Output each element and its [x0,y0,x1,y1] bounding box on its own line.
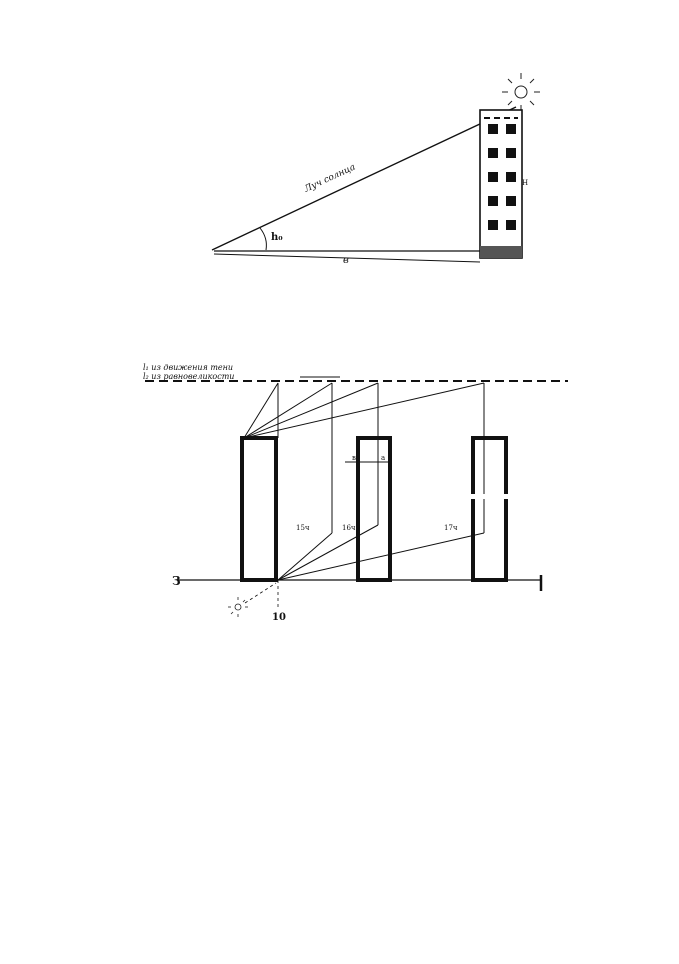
window [506,196,516,206]
angle-arc [260,228,266,250]
shadow-line-label-2: l₂ из равновеликости [143,372,235,381]
sun-direction-dashed [245,583,276,603]
axis-left-label: З [172,574,181,588]
building-plan-3-gap [468,494,510,499]
building-plan-1 [242,438,276,580]
window [506,220,516,230]
window [488,172,498,182]
base-label: в [343,255,349,266]
sun-icon [502,73,540,111]
hour-label: 10 [272,612,286,623]
shadow-plan-figure [143,363,568,623]
shadow-line-label-1: l₁ из движения тени [143,363,234,372]
time-label-2: 16ч [342,524,356,532]
sun-ray-label: Луч солнца [303,162,358,195]
width-marker-left-label: в [352,454,356,462]
window [488,124,498,134]
building-plan-2 [358,438,390,580]
time-label-1: 15ч [296,524,310,532]
building-plan-3 [473,438,506,580]
window [506,124,516,134]
sun-ray-line [212,107,516,250]
window [506,172,516,182]
sun-azimuth-lines [244,383,484,580]
angle-label: h₀ [271,232,283,243]
small-sun-icon [228,597,248,617]
window [488,196,498,206]
width-marker-right-label: а [381,454,386,462]
window [506,148,516,158]
window [488,220,498,230]
height-label: H [522,179,529,187]
building-foundation [480,246,522,258]
shadow-triangle-figure [212,73,540,266]
time-label-3: 17ч [444,524,458,532]
window [488,148,498,158]
